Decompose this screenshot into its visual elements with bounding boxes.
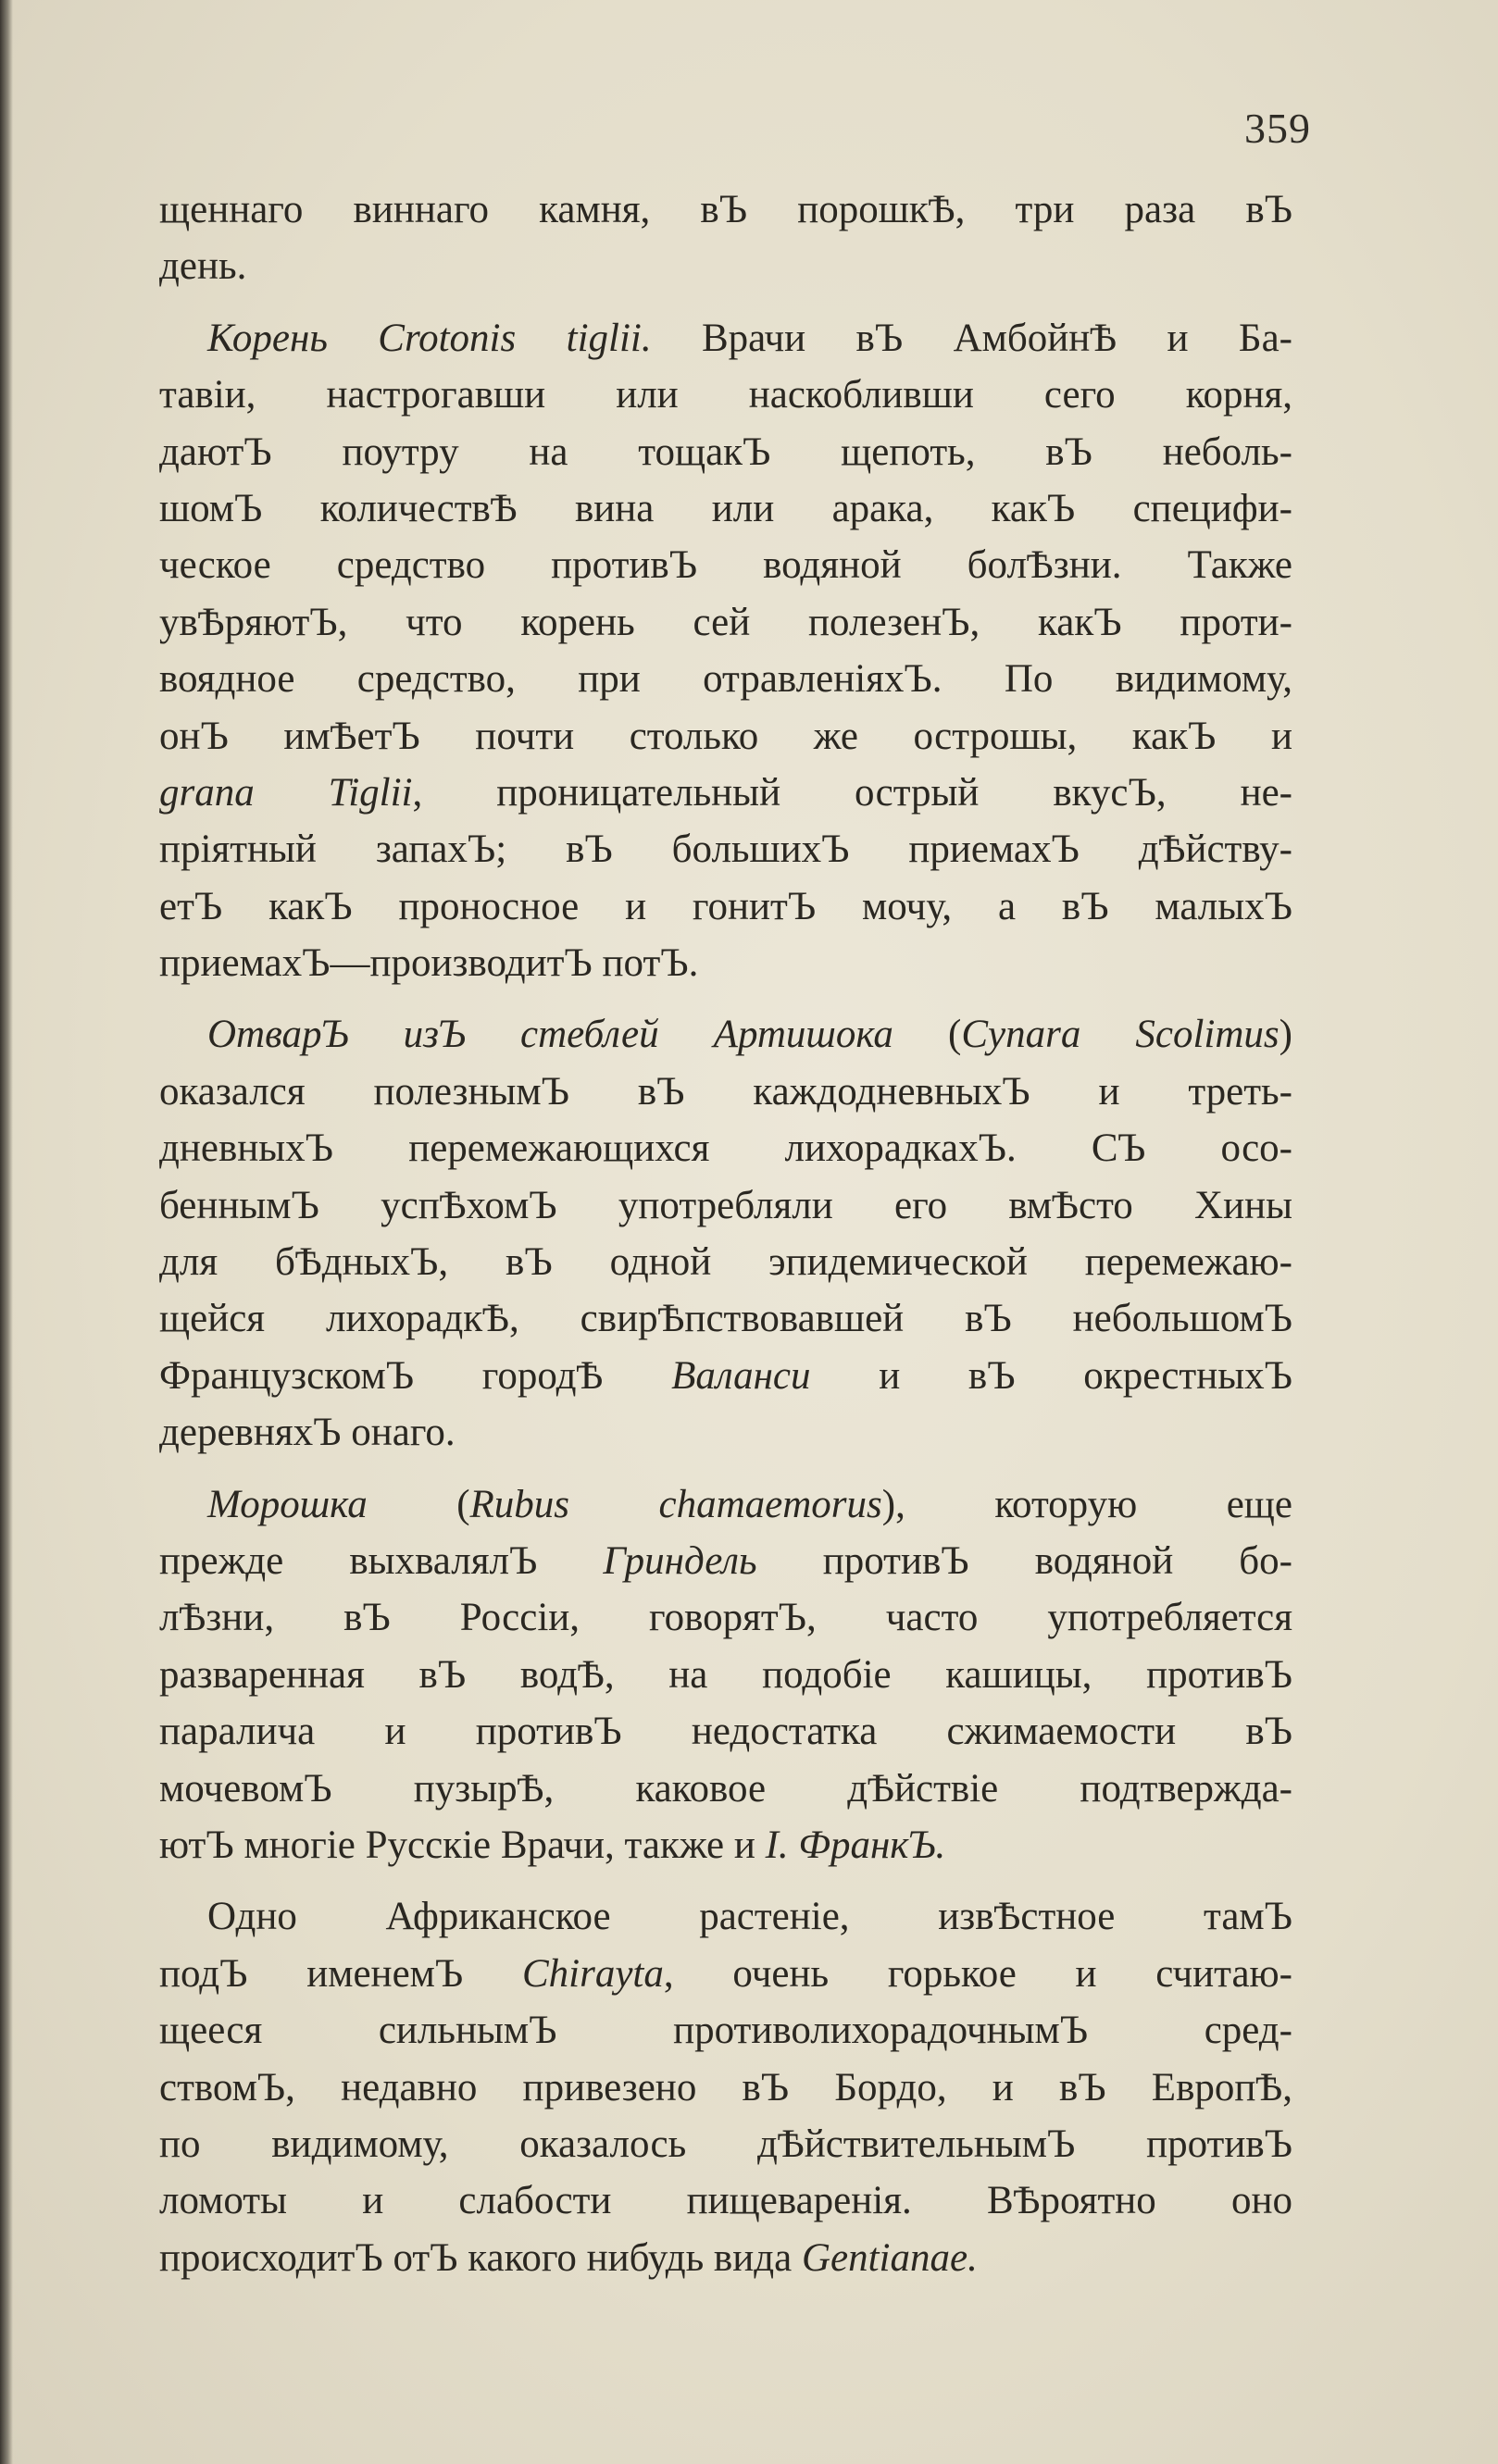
text-line bbox=[159, 1817, 1292, 1873]
text-line bbox=[159, 367, 1292, 423]
text-line bbox=[159, 1533, 1292, 1589]
italic-segment: I. ФранкЪ. bbox=[765, 1823, 946, 1867]
paragraph bbox=[159, 1888, 1292, 2286]
text-segment: Врачи вЪ АмбойнѢ и Ба- bbox=[651, 316, 1292, 360]
text-line bbox=[159, 480, 1292, 537]
italic-segment: Валанси bbox=[671, 1353, 811, 1398]
text-segment: увѢряютЪ, что корень сей полезенЪ, какЪ проти- bbox=[159, 600, 1292, 644]
text-segment: воядное средство, при отравленіяхЪ. По видимому, bbox=[159, 657, 1292, 702]
text-line bbox=[159, 1647, 1292, 1703]
text-line bbox=[159, 765, 1292, 821]
text-segment: ), которую еще bbox=[881, 1482, 1292, 1526]
body-text bbox=[159, 181, 1292, 2286]
text-line bbox=[159, 181, 1292, 238]
text-line bbox=[159, 1006, 1292, 1063]
italic-segment: Rubus chamaemorus bbox=[469, 1482, 882, 1526]
text-line bbox=[159, 1290, 1292, 1347]
text-line bbox=[159, 1404, 1292, 1461]
text-line bbox=[159, 1476, 1292, 1533]
italic-segment: grana Tiglii bbox=[159, 770, 413, 815]
text-segment: прежде выхвалялЪ bbox=[159, 1538, 604, 1583]
text-line bbox=[159, 424, 1292, 480]
text-line bbox=[159, 708, 1292, 765]
italic-segment: Гриндель bbox=[603, 1538, 757, 1583]
text-segment: и вЪ окрестныхЪ bbox=[810, 1353, 1292, 1398]
text-segment: по видимому, оказалось дѢйствительнымЪ противЪ bbox=[159, 2122, 1292, 2166]
text-segment: щееся сильнымЪ противолихорадочнымЪ сред- bbox=[159, 2009, 1292, 2053]
text-line bbox=[159, 2060, 1292, 2116]
text-segment: онЪ имѢетЪ почти столько же острошы, какЪ и bbox=[159, 714, 1292, 758]
text-line bbox=[159, 238, 1292, 294]
italic-segment: Chirayta bbox=[521, 1951, 664, 1996]
paragraph bbox=[159, 310, 1292, 992]
text-line bbox=[159, 1177, 1292, 1234]
text-segment: шомЪ количествѢ вина или арака, какЪ специфи- bbox=[159, 486, 1292, 530]
text-line bbox=[159, 935, 1292, 991]
text-segment: , очень горькое и считаю- bbox=[663, 1951, 1292, 1996]
text-line bbox=[159, 1946, 1292, 2002]
text-segment: ФранцузскомЪ городѢ bbox=[159, 1353, 672, 1398]
text-segment: ствомЪ, недавно привезено вЪ Бордо, и вЪ ЕвропѢ, bbox=[159, 2065, 1292, 2109]
italic-segment: Морошка bbox=[207, 1482, 368, 1526]
text-segment: дневныхЪ перемежающихся лихорадкахЪ. СЪ осо- bbox=[159, 1126, 1292, 1171]
text-segment: , проницательный острый вкусЪ, не- bbox=[412, 770, 1292, 815]
text-segment: лѢзни, вЪ Россіи, говорятЪ, часто употребляется bbox=[159, 1596, 1292, 1640]
page-number: 359 bbox=[1244, 105, 1311, 152]
page-binding-edge bbox=[0, 0, 13, 2464]
text-segment: приемахЪ—производитЪ потЪ. bbox=[159, 941, 699, 986]
text-line bbox=[159, 1888, 1292, 1945]
text-line bbox=[159, 821, 1292, 877]
italic-segment: ОтварЪ изЪ стеблей Артишока bbox=[207, 1013, 893, 1057]
text-line bbox=[159, 2172, 1292, 2229]
text-segment: деревняхЪ онаго. bbox=[159, 1411, 456, 1455]
text-segment: ютЪ многіе Русскіе Врачи, также и bbox=[159, 1823, 766, 1867]
text-segment: беннымЪ успѢхомЪ употребляли его вмѢсто Хины bbox=[159, 1183, 1292, 1227]
text-segment: Одно Африканское растеніе, извѢстное тамЪ bbox=[207, 1895, 1292, 1939]
italic-segment: Корень Crotonis tiglii. bbox=[207, 316, 652, 360]
text-line bbox=[159, 878, 1292, 935]
text-segment: тавіи, настрогавши или наскобливши сего корня, bbox=[159, 373, 1292, 417]
text-segment: паралича и противЪ недостатка сжимаемости вЪ bbox=[159, 1710, 1292, 1754]
text-segment: для бѢдныхЪ, вЪ одной эпидемической перемежаю- bbox=[159, 1240, 1292, 1285]
paragraph bbox=[159, 181, 1292, 295]
text-segment: ческое средство противЪ водяной болѢзни. Также bbox=[159, 543, 1292, 588]
text-line bbox=[159, 1234, 1292, 1290]
text-segment: противЪ водяной бо- bbox=[756, 1538, 1292, 1583]
text-segment: ( bbox=[893, 1013, 962, 1057]
text-line bbox=[159, 1703, 1292, 1760]
text-segment: оказался полезнымЪ вЪ каждодневныхЪ и треть- bbox=[159, 1069, 1292, 1114]
paragraph-gap bbox=[159, 1873, 1292, 1888]
text-line bbox=[159, 1589, 1292, 1646]
paragraph-gap bbox=[159, 991, 1292, 1006]
text-segment: день. bbox=[159, 244, 247, 289]
text-segment: ломоты и слабости пищеваренія. ВѢроятно оно bbox=[159, 2179, 1292, 2223]
text-segment: ( bbox=[367, 1482, 470, 1526]
text-line bbox=[159, 594, 1292, 651]
paragraph-gap bbox=[159, 1462, 1292, 1476]
text-line bbox=[159, 1761, 1292, 1817]
italic-segment: Gentianae. bbox=[801, 2235, 978, 2280]
text-segment: разваренная вЪ водѢ, на подобіе кашицы, противЪ bbox=[159, 1652, 1292, 1697]
text-segment: пріятный запахЪ; вЪ большихЪ приемахЪ дѢйству- bbox=[159, 828, 1292, 872]
text-segment: происходитЪ отЪ какого нибудь вида bbox=[159, 2235, 802, 2280]
text-line bbox=[159, 1120, 1292, 1176]
text-line bbox=[159, 310, 1292, 367]
text-segment: подЪ именемЪ bbox=[159, 1951, 522, 1996]
text-line bbox=[159, 2116, 1292, 2172]
paragraph bbox=[159, 1476, 1292, 1874]
paragraph bbox=[159, 1006, 1292, 1461]
text-segment: мочевомЪ пузырѢ, каковое дѢйствіе подтвержда- bbox=[159, 1766, 1292, 1811]
italic-segment: Cynara Scolimus bbox=[961, 1013, 1280, 1057]
text-segment: щейся лихорадкѢ, свирѢпствовавшей вЪ небольшомЪ bbox=[159, 1297, 1292, 1341]
text-segment: щеннаго виннаго камня, вЪ порошкѢ, три раза вЪ bbox=[159, 188, 1292, 231]
text-line bbox=[159, 537, 1292, 593]
text-line bbox=[159, 2002, 1292, 2059]
text-line bbox=[159, 1348, 1292, 1404]
text-line bbox=[159, 651, 1292, 707]
text-line bbox=[159, 2230, 1292, 2286]
paragraph-gap bbox=[159, 295, 1292, 310]
text-segment: даютЪ поутру на тощакЪ щепоть, вЪ неболь- bbox=[159, 429, 1292, 474]
text-line bbox=[159, 1064, 1292, 1120]
text-segment: етЪ какЪ проносное и гонитЪ мочу, а вЪ малыхЪ bbox=[159, 884, 1292, 928]
text-segment: ) bbox=[1279, 1013, 1292, 1057]
